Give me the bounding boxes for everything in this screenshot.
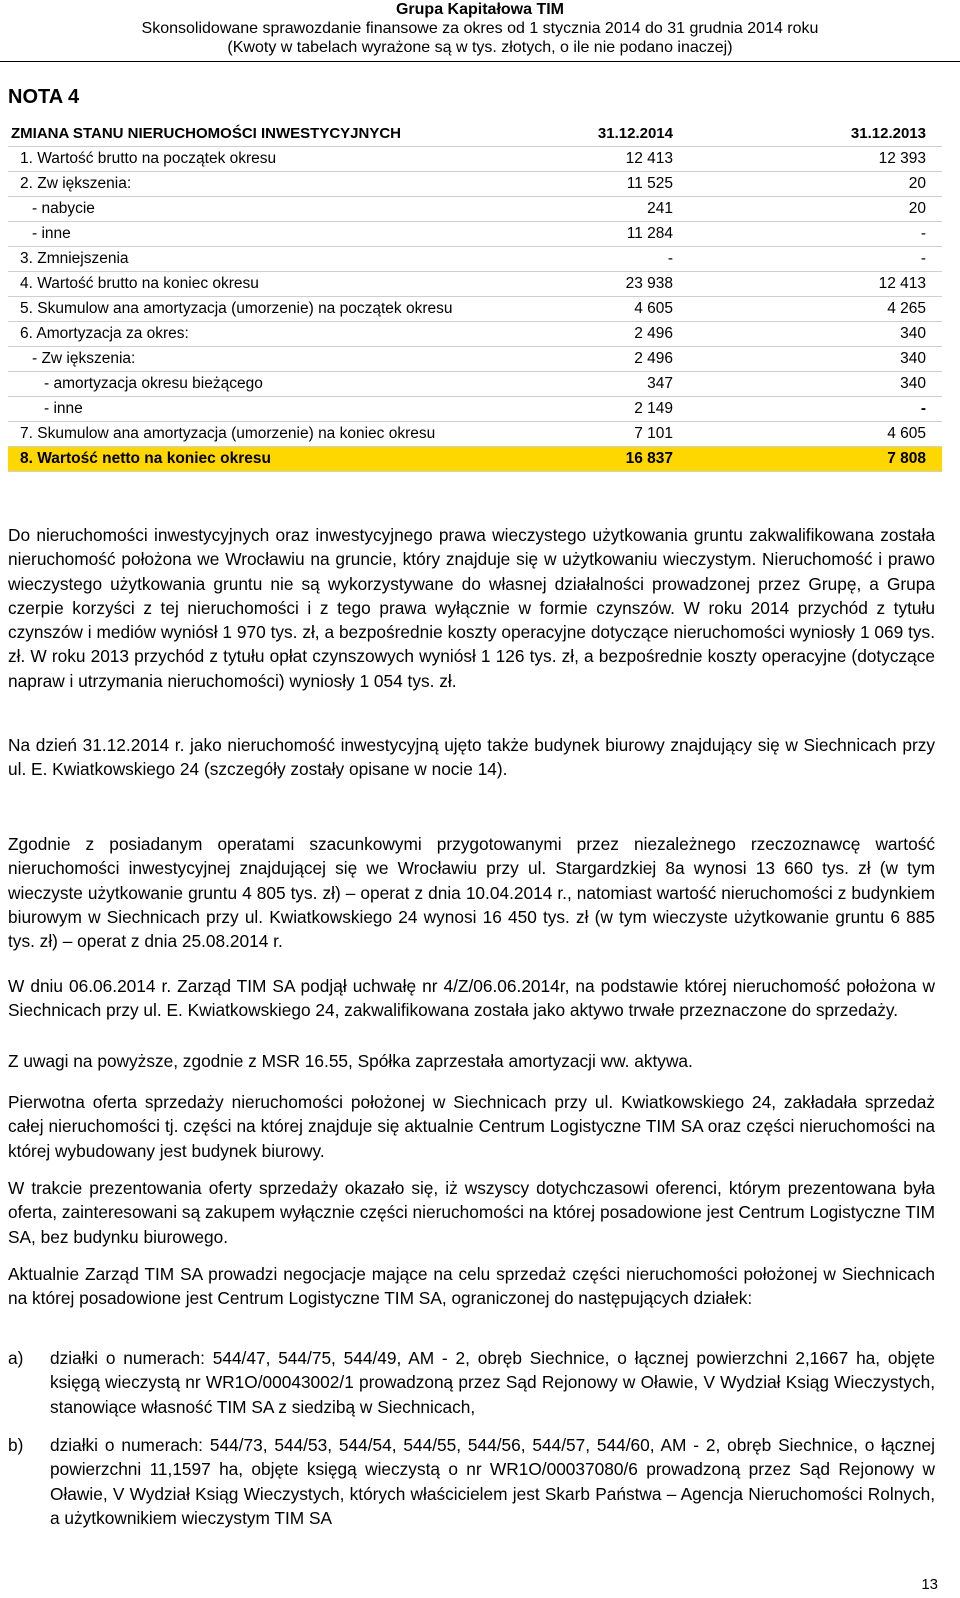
table-row bbox=[8, 372, 942, 397]
row-label: - Zw iększenia: bbox=[8, 347, 533, 372]
header-divider bbox=[0, 61, 960, 62]
row-value-2014: 7 101 bbox=[533, 422, 806, 447]
row-label: 8. Wartość netto na koniec okresu bbox=[8, 447, 533, 472]
row-label: - amortyzacja okresu bieżącego bbox=[8, 372, 533, 397]
list-item-text: działki o numerach: 544/47, 544/75, 544/49, AM - 2, obręb Siechnice, o łącznej powierzchni 2,1667 ha, objęte księgą wieczystą nr WR1O/00043002/1 prowadzoną przez Sąd Rejonowy w Oławie, V Wydział Ksiąg Wieczystych, stanowiące własność TIM SA z siedzibą w Siechnicach, bbox=[50, 1348, 935, 1417]
row-value-2014: 347 bbox=[533, 372, 806, 397]
table-row bbox=[8, 422, 942, 447]
table-row-net-value bbox=[8, 447, 942, 472]
row-label: 3. Zmniejszenia bbox=[8, 247, 533, 272]
row-value-2013: 20 bbox=[806, 197, 942, 222]
table-row bbox=[8, 222, 942, 247]
row-value-2014: 241 bbox=[533, 197, 806, 222]
row-value-2013: - bbox=[806, 397, 942, 422]
row-value-2014: 11 284 bbox=[533, 222, 806, 247]
paragraph-office-building: Na dzień 31.12.2014 r. jako nieruchomość inwestycyjną ujęto także budynek biurowy znajdujący się w Siechnicach przy ul. E. Kwiatkowskiego 24 (szczegóły zostały opisane w nocie 14). bbox=[8, 735, 935, 780]
table-row bbox=[8, 247, 942, 272]
row-value-2014: - bbox=[533, 247, 806, 272]
row-value-2013: 340 bbox=[806, 347, 942, 372]
row-value-2014: 2 496 bbox=[533, 322, 806, 347]
table-row bbox=[8, 347, 942, 372]
row-label: - inne bbox=[8, 397, 533, 422]
investment-property-table bbox=[8, 120, 942, 472]
paragraph-rental-income: Do nieruchomości inwestycyjnych oraz inwestycyjnego prawa wieczystego użytkowania gruntu zakwalifikowana została nieruchomość położona we Wrocławiu na gruncie, który znajduje się w użytkowaniu wieczystym. Nieruchomość i prawo wieczystego użytkowania gruntu nie są wykorzystywane do własnej działalności prowadzonej przez Grupę, a Grupa czerpie korzyści z tej nieruchomości i z tego prawa wyłącznie w formie czynszów. W roku 2014 przychód z tytułu czynszów i mediów wyniósł 1 970 tys. zł, a bezpośrednie koszty operacyjne dotyczące nieruchomości wyniosły 1 069 tys. zł. W roku 2013 przychód z tytułu opłat czynszowych wyniósł 1 126 tys. zł, a bezpośrednie koszty operacyjne (dotyczące napraw i utrzymania nieruchomości) wyniosły 1 054 tys. zł. bbox=[8, 525, 935, 691]
paragraph-negotiations: Aktualnie Zarząd TIM SA prowadzi negocjacje mające na celu sprzedaż części nieruchomości położonej w Siechnicach na której posadowione jest Centrum Logistyczne TIM SA, ograniczonej do następujących działek: bbox=[8, 1264, 935, 1309]
row-value-2013: 4 605 bbox=[806, 422, 942, 447]
list-marker: b) bbox=[8, 1435, 24, 1455]
row-value-2013: 12 393 bbox=[806, 147, 942, 172]
row-value-2014: 23 938 bbox=[533, 272, 806, 297]
row-value-2014: 2 496 bbox=[533, 347, 806, 372]
table-row bbox=[8, 272, 942, 297]
note-title: NOTA 4 bbox=[8, 86, 80, 108]
row-value-2013: 20 bbox=[806, 172, 942, 197]
row-value-2014: 4 605 bbox=[533, 297, 806, 322]
row-label: 2. Zw iększenia: bbox=[8, 172, 533, 197]
page-number: 13 bbox=[921, 1576, 938, 1593]
column-header-2013: 31.12.2013 bbox=[806, 120, 942, 147]
paragraph-valuation: Zgodnie z posiadanym operatami szacunkowymi przygotowanymi przez niezależnego rzeczoznawcę wartość nieruchomości inwestycyjnej znajdującej się we Wrocławiu przy ul. Stargardzkiej 8a wynosi 13 660 tys. zł (w tym wieczyste użytkowanie gruntu 4 805 tys. zł) – operat z dnia 10.04.2014 r., natomiast wartość nieruchomości z budynkiem biurowym w Siechnicach przy ul. Kwiatkowskiego 24 wynosi 16 450 tys. zł (w tym wieczyste użytkowanie gruntu 6 885 tys. zł) – operat z dnia 25.08.2014 r. bbox=[8, 834, 935, 952]
row-value-2014: 11 525 bbox=[533, 172, 806, 197]
list-marker: a) bbox=[8, 1348, 24, 1368]
table-row bbox=[8, 297, 942, 322]
row-value-2013: - bbox=[806, 222, 942, 247]
list-item bbox=[8, 1433, 935, 1530]
company-name: Grupa Kapitałowa TIM bbox=[395, 1, 564, 18]
row-value-2013: 7 808 bbox=[806, 447, 942, 472]
row-label: - inne bbox=[8, 222, 533, 247]
row-value-2013: 340 bbox=[806, 372, 942, 397]
row-label: - nabycie bbox=[8, 197, 533, 222]
currency-note: (Kwoty w tabelach wyrażone są w tys. złotych, o ile nie podano inaczej) bbox=[227, 39, 733, 56]
row-label: 1. Wartość brutto na początek okresu bbox=[8, 147, 533, 172]
table-row bbox=[8, 322, 942, 347]
row-value-2013: 12 413 bbox=[806, 272, 942, 297]
list-item bbox=[8, 1346, 935, 1419]
row-value-2014: 16 837 bbox=[533, 447, 806, 472]
row-label: 5. Skumulow ana amortyzacja (umorzenie) na początek okresu bbox=[8, 297, 533, 322]
table-header-row bbox=[8, 120, 942, 147]
row-value-2013: - bbox=[806, 247, 942, 272]
plot-list bbox=[8, 1346, 935, 1419]
paragraph-offer-feedback: W trakcie prezentowania oferty sprzedaży okazało się, iż wszyscy dotychczasowi oferenci, którym prezentowana była oferta, zainteresowani są zakupem wyłącznie części nieruchomości na której posadowione jest Centrum Logistyczne TIM SA, bez budynku biurowego. bbox=[8, 1178, 935, 1247]
row-label: 7. Skumulow ana amortyzacja (umorzenie) na koniec okresu bbox=[8, 422, 533, 447]
list-item-text: działki o numerach: 544/73, 544/53, 544/54, 544/55, 544/56, 544/57, 544/60, AM - 2, obręb Siechnice, o łącznej powierzchni 11,1597 ha, objęte księgą wieczystą o nr WR1O/00037080/6 prowadzoną przez Sąd Rejonowy w Oławie, V Wydział Ksiąg Wieczystych, których właścicielem jest Skarb Państwa – Agencja Nieruchomości Rolnych, a użytkownikiem wieczystym TIM SA bbox=[50, 1435, 935, 1528]
row-value-2014: 2 149 bbox=[533, 397, 806, 422]
row-label: 4. Wartość brutto na koniec okresu bbox=[8, 272, 533, 297]
table-title: ZMIANA STANU NIERUCHOMOŚCI INWESTYCYJNYCH bbox=[8, 120, 533, 147]
table-row bbox=[8, 147, 942, 172]
column-header-2014: 31.12.2014 bbox=[533, 120, 806, 147]
table-row bbox=[8, 197, 942, 222]
paragraph-original-offer: Pierwotna oferta sprzedaży nieruchomości położonej w Siechnicach przy ul. Kwiatkowskiego 24, zakładała sprzedaż całej nieruchomości tj. części na której znajduje się aktualnie Centrum Logistyczne TIM SA oraz części nieruchomości na której wybudowany jest budynek biurowy. bbox=[8, 1092, 935, 1161]
table-row bbox=[8, 397, 942, 422]
row-label: 6. Amortyzacja za okres: bbox=[8, 322, 533, 347]
report-title: Skonsolidowane sprawozdanie finansowe za okres od 1 stycznia 2014 do 31 grudnia 2014 roku bbox=[141, 20, 819, 37]
page-header bbox=[0, 0, 960, 57]
row-value-2013: 340 bbox=[806, 322, 942, 347]
row-value-2014: 12 413 bbox=[533, 147, 806, 172]
table-row bbox=[8, 172, 942, 197]
paragraph-board-resolution: W dniu 06.06.2014 r. Zarząd TIM SA podjął uchwałę nr 4/Z/06.06.2014r, na podstawie której nieruchomość położona w Siechnicach przy ul. E. Kwiatkowskiego 24, zakwalifikowana została jako aktywo trwałe przeznaczone do sprzedaży. bbox=[8, 976, 935, 1021]
plot-list bbox=[8, 1433, 935, 1530]
paragraph-depreciation-stop: Z uwagi na powyższe, zgodnie z MSR 16.55, Spółka zaprzestała amortyzacji ww. aktywa. bbox=[8, 1051, 693, 1071]
row-value-2013: 4 265 bbox=[806, 297, 942, 322]
